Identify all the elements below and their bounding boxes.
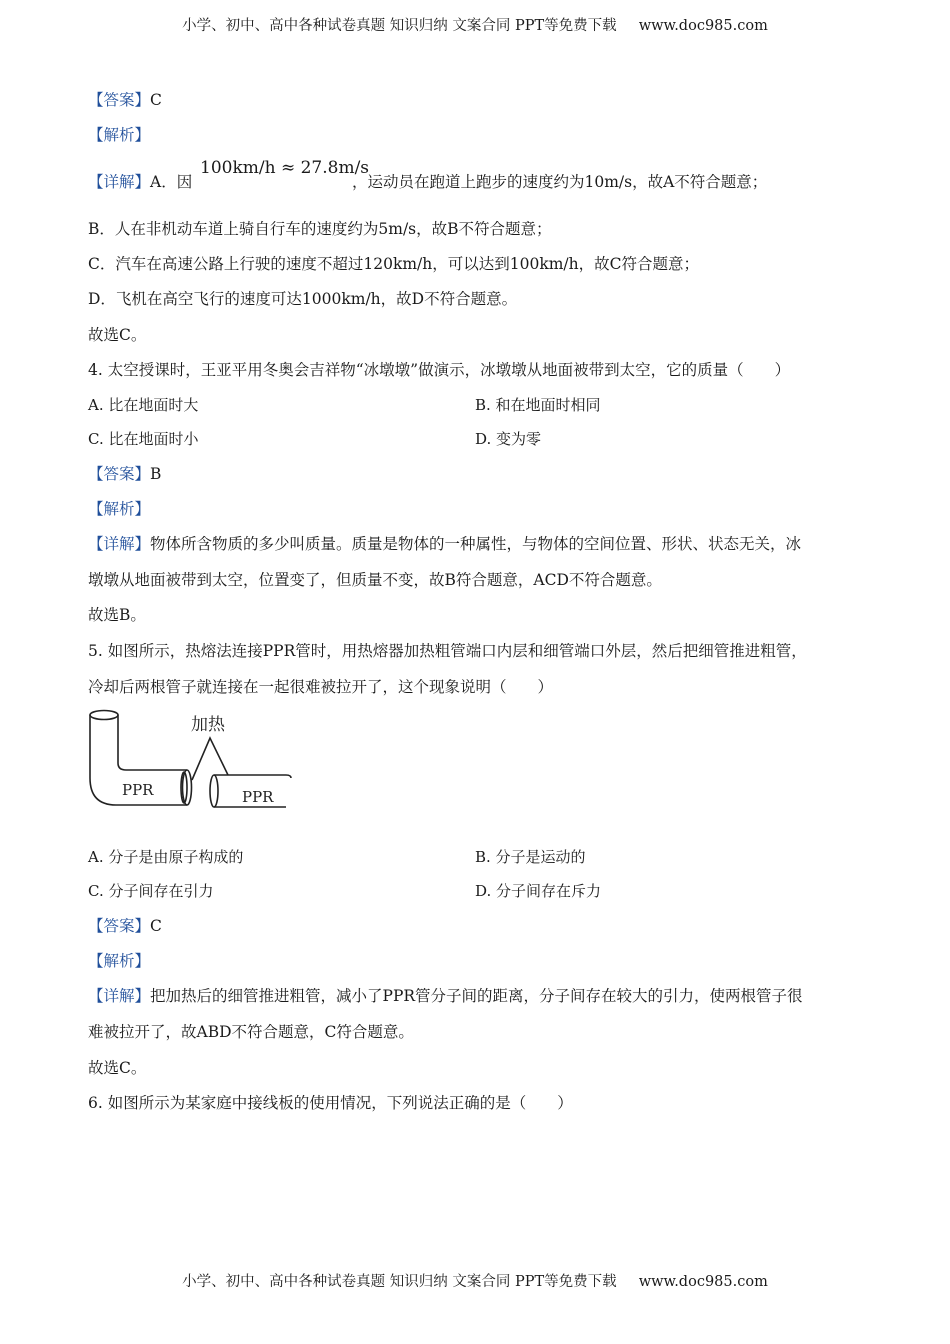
q4-detail-1: 物体所含物质的多少叫质量。质量是物体的一种属性，与物体的空间位置、形状、状态无关，冰 [150, 535, 802, 553]
q3-line-c: C．汽车在高速公路上行驶的速度不超过120km/h，可以达到100km/h，故C符合题意； [88, 255, 699, 273]
q3-line-b: B．人在非机动车道上骑自行车的速度约为5m/s，故B不符合题意； [88, 220, 552, 238]
q4-option-d[interactable]: D. 变为零 [475, 430, 542, 448]
q4-option-b[interactable]: B. 和在地面时相同 [475, 396, 601, 414]
q3-conclusion: 故选C。 [88, 326, 147, 344]
q3-detail-a-line [88, 172, 192, 192]
q4-analysis-tag: 【解析】 [88, 500, 151, 518]
q5-stem-2: 冷却后两根管子就连接在一起很难被拉开了，这个现象说明（ ） [88, 678, 554, 696]
q3-formula: 100km/h ≈ 27.8m/s [200, 158, 370, 178]
q5-detail-1: 把加热后的细管推进粗管，减小了PPR管分子间的距离，分子间存在较大的引力，使两根管子很 [150, 987, 803, 1005]
q4-detail-2: 墩墩从地面被带到太空，位置变了，但质量不变，故B符合题意，ACD不符合题意。 [88, 571, 662, 589]
q5-analysis-tag: 【解析】 [88, 952, 151, 970]
header-slogan: 小学、初中、高中各种试卷真题 知识归纳 文案合同 PPT等免费下载 [182, 18, 617, 34]
q3-detail-a-suffix: ，运动员在跑道上跑步的速度约为10m/s，故A不符合题意； [352, 173, 768, 191]
q3-line-d: D．飞机在高空飞行的速度可达1000km/h，故D不符合题意。 [88, 290, 518, 308]
q5-analysis-line [88, 951, 150, 971]
q5-answer-tag: 【答案】 [88, 917, 151, 935]
q5-detail-line-1 [88, 986, 803, 1006]
q3-answer-tag: 【答案】 [88, 91, 151, 109]
q5-stem-1: 5. 如图所示，热熔法连接PPR管时，用热熔器加热粗管端口内层和细管端口外层，然后把细管推进粗管， [88, 642, 807, 660]
q5-detail-tag: 【详解】 [88, 987, 151, 1005]
q4-option-c[interactable]: C. 比在地面时小 [88, 430, 199, 448]
thin-pipe-tail [286, 775, 291, 778]
q4-answer: B [150, 465, 162, 483]
q5-option-c[interactable]: C. 分子间存在引力 [88, 882, 214, 900]
q3-detail-tag: 【详解】 [88, 173, 151, 191]
q3-answer: C [150, 91, 162, 109]
q4-stem: 4. 太空授课时，王亚平用冬奥会吉祥物“冰墩墩”做演示，冰墩墩从地面被带到太空，它的质量（ ） [88, 361, 791, 379]
q3-detail-a-prefix: A．因 [150, 173, 193, 191]
thin-pipe-end-opening [210, 775, 218, 807]
q5-option-a[interactable]: A. 分子是由原子构成的 [88, 848, 244, 866]
q5-pipe-figure [86, 708, 296, 816]
q5-answer-line [88, 916, 162, 936]
q4-detail-line-1 [88, 534, 801, 554]
q4-option-a[interactable]: A. 比在地面时大 [88, 396, 199, 414]
pipe-diagram [86, 708, 296, 812]
q5-answer: C [150, 917, 162, 935]
q3-analysis-line [88, 125, 150, 145]
q4-answer-line [88, 464, 161, 484]
q4-analysis-line [88, 499, 150, 519]
thick-pipe-inner-wall [118, 715, 187, 770]
q4-answer-tag: 【答案】 [88, 465, 151, 483]
q5-detail-2: 难被拉开了，故ABD不符合题意，C符合题意。 [88, 1023, 414, 1041]
pipe-label-thin: PPR [242, 788, 274, 806]
pipe-label-thick: PPR [122, 781, 154, 799]
q5-option-b[interactable]: B. 分子是运动的 [475, 848, 586, 866]
thick-pipe-top-opening [90, 711, 118, 720]
heat-label: 加热 [191, 715, 225, 735]
q3-analysis-tag: 【解析】 [88, 126, 151, 144]
q6-stem: 6. 如图所示为某家庭中接线板的使用情况，下列说法正确的是（ ） [88, 1094, 573, 1112]
q4-conclusion: 故选B。 [88, 606, 146, 624]
footer-slogan: 小学、初中、高中各种试卷真题 知识归纳 文案合同 PPT等免费下载 [182, 1274, 617, 1290]
q5-conclusion: 故选C。 [88, 1059, 147, 1077]
footer-site-link[interactable]: www.doc985.com [638, 1274, 768, 1290]
header-site-link[interactable]: www.doc985.com [638, 18, 768, 34]
q3-answer-line [88, 90, 162, 110]
q5-option-d[interactable]: D. 分子间存在斥力 [475, 882, 602, 900]
heat-pointer [192, 738, 228, 780]
q4-detail-tag: 【详解】 [88, 535, 151, 553]
page-header [0, 14, 950, 35]
page-footer [0, 1270, 950, 1291]
